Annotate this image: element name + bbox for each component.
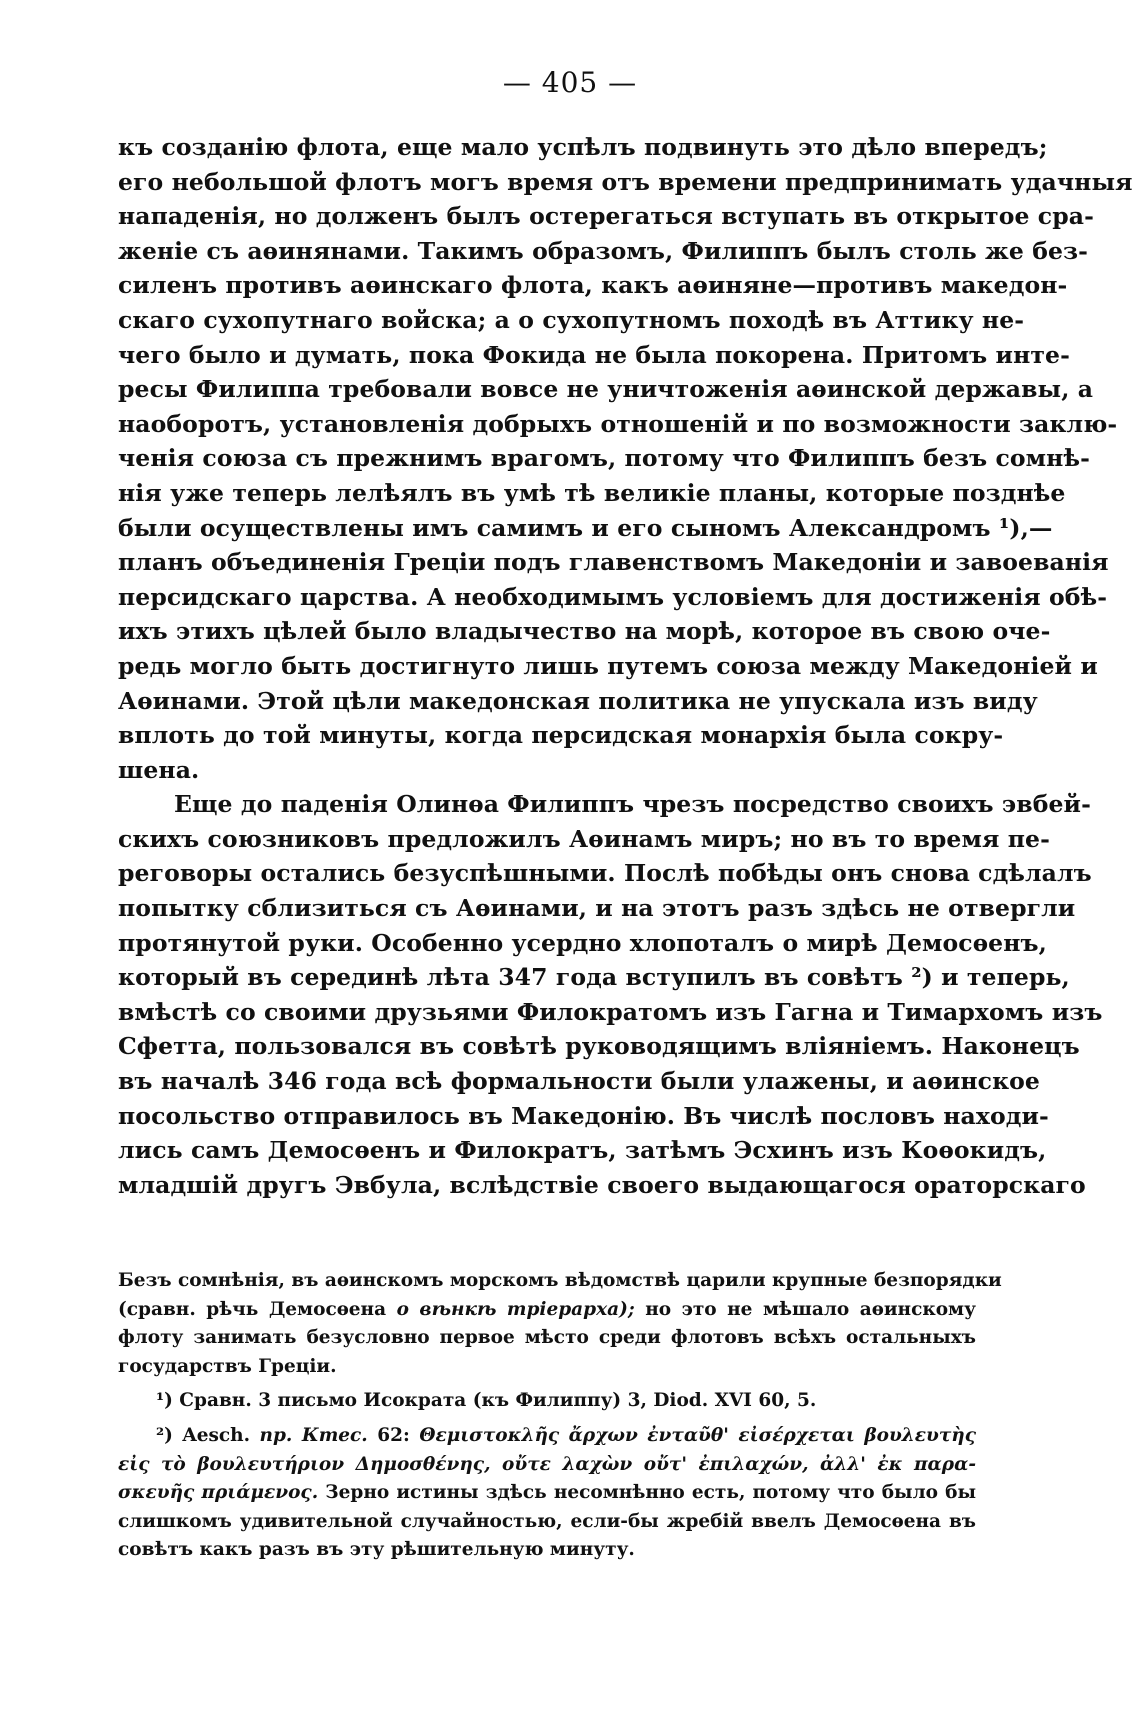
footnote-line: флоту занимать безусловно первое мѣсто среди флотовъ всѣхъ остальныхъ xyxy=(118,1327,976,1349)
text-line: скаго сухопутнаго войска; а о сухопутномъ походѣ въ Аттику не- xyxy=(118,305,1025,334)
text-line: посольство отправилось въ Македонію. Въ числѣ пословъ находи- xyxy=(118,1101,1049,1130)
footnote-citation: пр. Ктес. xyxy=(259,1424,368,1446)
footnote-citation: о вѣнкѣ тріерарха); xyxy=(396,1298,635,1320)
greek-quotation: Θεμιστοκλῆς ἄρχων ἐνταῦθ' εἰσέρχεται βουλευτὴς xyxy=(419,1424,976,1446)
footnote-2 xyxy=(118,1422,976,1451)
main-text xyxy=(118,130,1133,1202)
footnote-line xyxy=(118,1296,976,1325)
footnotes xyxy=(118,1267,1002,1565)
text-line: нія уже теперь лелѣялъ въ умѣ тѣ великіе планы, которые позднѣе xyxy=(118,478,1066,507)
text-line: нападенія, но долженъ былъ остерегаться вступать въ открытое сра- xyxy=(118,202,1094,231)
text-line: вмѣстѣ со своими друзьями Филократомъ изъ Гагна и Тимархомъ изъ xyxy=(118,997,1103,1026)
text-line: женіе съ аѳинянами. Такимъ образомъ, Филиппъ былъ столь же без- xyxy=(118,236,1088,265)
text-line: скихъ союзниковъ предложилъ Аѳинамъ миръ; но въ то время пе- xyxy=(118,824,1050,853)
text-line: ихъ этихъ цѣлей было владычество на морѣ, которое въ свою оче- xyxy=(118,617,1051,646)
text-line: редь могло быть достигнуто лишь путемъ союза между Македоніей и xyxy=(118,651,1098,680)
text-line: Аѳинами. Этой цѣли македонская политика не упускала изъ виду xyxy=(118,686,1038,715)
text-line: Сфетта, пользовался въ совѣтѣ руководящимъ вліяніемъ. Наконецъ xyxy=(118,1032,1080,1061)
page-number: — 405 — xyxy=(502,66,638,99)
text-line: ченія союза съ прежнимъ врагомъ, потому что Филиппъ безъ сомнѣ- xyxy=(118,444,1090,473)
text-line: планъ объединенія Греціи подъ главенствомъ Македоніи и завоеванія xyxy=(118,548,1109,577)
text-line: который въ серединѣ лѣта 347 года вступилъ въ совѣтъ ²) и теперь, xyxy=(118,963,1070,992)
footnote-text: (сравн. рѣчь Демосѳена xyxy=(118,1298,387,1320)
text-line: къ созданію флота, еще мало успѣлъ подвинуть это дѣло впередъ; xyxy=(118,133,1048,161)
text-line: попытку сблизиться съ Аѳинами, и на этотъ разъ здѣсь не отвергли xyxy=(118,894,1076,923)
footnote-line xyxy=(118,1479,976,1508)
text-line: его небольшой флотъ могъ время отъ времени предпринимать удачныя xyxy=(118,167,1133,196)
footnote-text: ²) Aesch. xyxy=(156,1424,251,1446)
greek-quotation: σκευῆς πριάμενος. xyxy=(118,1482,319,1504)
text-line: шена. xyxy=(118,755,200,784)
text-line: силенъ противъ аѳинскаго флота, какъ аѳиняне—противъ македон- xyxy=(118,271,1068,300)
text-line: чего было и думать, пока Фокида не была покорена. Притомъ инте- xyxy=(118,340,1070,369)
text-line: ресы Филиппа требовали вовсе не уничтоженія аѳинской державы, а xyxy=(118,375,1094,404)
text-line: вплоть до той минуты, когда персидская монархія была сокру- xyxy=(118,721,1004,750)
footnote-line: совѣтъ какъ разъ въ эту рѣшительную минуту. xyxy=(118,1539,635,1561)
text-line: персидскаго царства. А необходимымъ условіемъ для достиженія обѣ- xyxy=(118,582,1108,611)
footnote-line: Безъ сомнѣнія, въ аѳинскомъ морскомъ вѣдомствѣ царили крупные безпорядки xyxy=(118,1270,1002,1291)
text-line: наоборотъ, установленія добрыхъ отношеній и по возможности заклю- xyxy=(118,409,1118,438)
text-line: въ началѣ 346 года всѣ формальности были улажены, и аѳинское xyxy=(118,1067,1040,1096)
text-line: младшій другъ Эвбула, вслѣдствіе своего выдающагося ораторскаго xyxy=(118,1170,1086,1199)
footnote-text: 62: xyxy=(377,1424,410,1446)
greek-quotation: εἰς τὸ βουλευτήριον Δημοσθένης, οὔτε λαχὼν οὔτ' ἐπιλαχών, ἀλλ' ἐκ παρα- xyxy=(118,1453,976,1475)
footnote-1: ¹) Сравн. 3 письмо Исократа (къ Филиппу) 3, Diod. XVI 60, 5. xyxy=(156,1390,817,1412)
text-line: протянутой руки. Особенно усердно хлопоталъ о мирѣ Демосѳенъ, xyxy=(118,928,1047,957)
text-line: лись самъ Демосѳенъ и Филократъ, затѣмъ Эсхинъ изъ Коѳокидъ, xyxy=(118,1136,1047,1165)
text-line: были осуществлены имъ самимъ и его сыномъ Александромъ ¹),— xyxy=(118,513,1053,542)
footnote-line: государствъ Греціи. xyxy=(118,1355,337,1377)
text-line: реговоры остались безуспѣшными. Послѣ побѣды онъ снова сдѣлалъ xyxy=(118,859,1092,888)
footnote-text: но это не мѣшало аѳинскому xyxy=(645,1298,976,1320)
footnote-text: Зерно истины здѣсь несомнѣнно есть, потому что было бы xyxy=(325,1482,976,1504)
paragraph-start-line: Еще до паденія Олинѳа Филиппъ чрезъ посредство своихъ эвбей- xyxy=(174,790,1091,819)
footnote-line: слишкомъ удивительной случайностью, если-бы жребій ввелъ Демосѳена въ xyxy=(118,1510,976,1532)
